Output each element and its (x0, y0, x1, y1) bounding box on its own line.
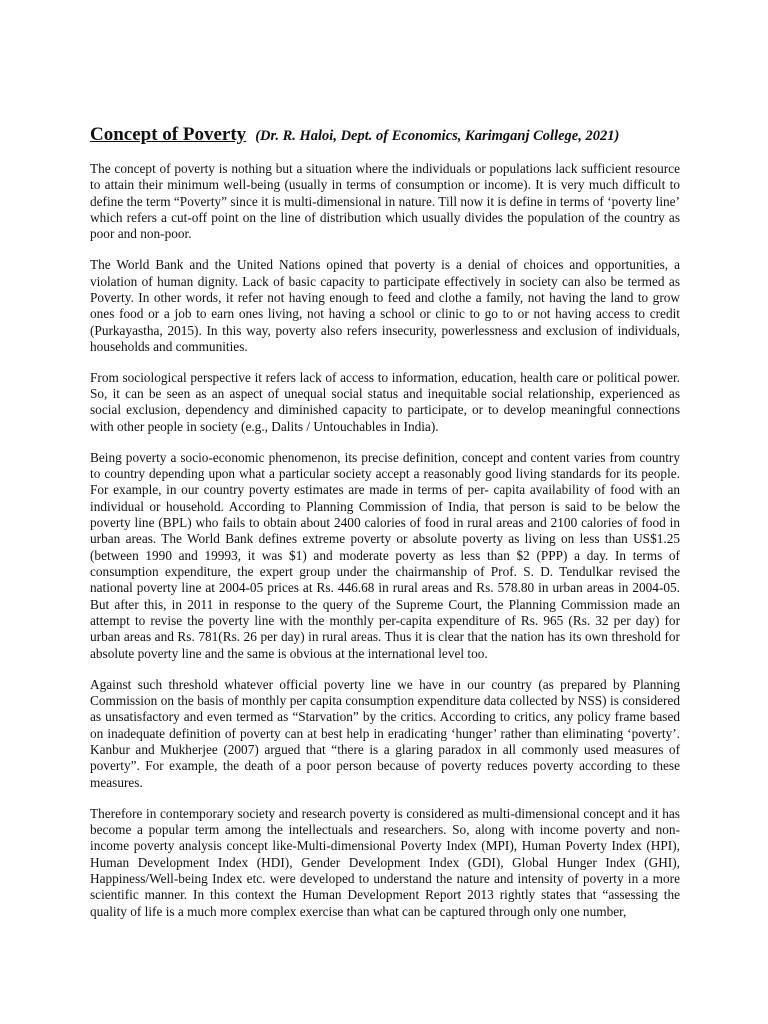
paragraph-5: Against such threshold whatever official poverty line we have in our country (as prepared by Planning Commission on the basis of monthly per capita consumption expenditure data collected by NSS) is considered as unsatisfactory and even termed as “Starvation” by the critics. According to critics, any policy frame based on inadequate definition of poverty can at best help in eradicating ‘hunger’ rather than eliminating ‘poverty’. Kanbur and Mukherjee (2007) argued that “there is a glaring paradox in all commonly used measures of poverty”. For example, the death of a poor person because of poverty reduces poverty according to these measures. (90, 676, 680, 790)
document-subtitle: (Dr. R. Haloi, Dept. of Economics, Karimganj College, 2021) (255, 128, 620, 144)
paragraph-4: Being poverty a socio-economic phenomenon, its precise definition, concept and content varies from country to country depending upon what a particular society accept a reasonably good living standards for its people. For example, in our country poverty estimates are made in terms of per- capita availability of food with an individual or household. According to Planning Commission of India, that person is said to be below the poverty line (BPL) who fails to obtain about 2400 calories of food in rural areas and 2100 calories of food in urban areas. The World Bank defines extreme poverty or absolute poverty as living on less than US$1.25 (between 1990 and 19993, it was $1) and moderate poverty as less than $2 (PPP) a day. In terms of consumption expenditure, the expert group under the chairmanship of Prof. S. D. Tendulkar revised the national poverty line at 2004-05 prices at Rs. 446.68 in rural areas and Rs. 578.80 in urban areas in 2004-05. But after this, in 2011 in response to the query of the Supreme Court, the Planning Commission made an attempt to revise the poverty line with the monthly per-capita expenditure of Rs. 965 (Rs. 32 per day) for urban areas and Rs. 781(Rs. 26 per day) in rural areas. Thus it is clear that the nation has its own threshold for absolute poverty line and the same is obvious at the international level too. (90, 449, 680, 661)
paragraph-3: From sociological perspective it refers lack of access to information, education, health care or political power. So, it can be seen as an aspect of unequal social status and inequitable social relationship, experienced as social exclusion, dependency and diminished capacity to participate, or to develop meaningful connections with other people in society (e.g., Dalits / Untouchables in India). (90, 369, 680, 434)
paragraph-2: The World Bank and the United Nations opined that poverty is a denial of choices and opportunities, a violation of human dignity. Lack of basic capacity to participate effectively in society can also be termed as Poverty. In other words, it refer not having enough to feed and clothe a family, not having the land to grow ones food or a job to earn ones living, not having a school or clinic to go to or not having access to credit (Purkayastha, 2015). In this way, poverty also refers insecurity, powerlessness and exclusion of individuals, households and communities. (90, 257, 680, 354)
heading (90, 120, 680, 151)
document-title: Concept of Poverty (90, 124, 247, 145)
paragraph-1: The concept of poverty is nothing but a situation where the individuals or populations lack sufficient resource to attain their minimum well-being (usually in terms of consumption or income). It is very much difficult to define the term “Poverty” since it is multi-dimensional in nature. Till now it is define in terms of ‘poverty line’ which refers a cut-off point on the line of distribution which usually divides the population of the country as poor and non-poor. (90, 161, 680, 242)
document-page (90, 120, 680, 934)
paragraph-6: Therefore in contemporary society and research poverty is considered as multi-dimensional concept and it has become a popular term among the intellectuals and researchers. So, along with income poverty and non-income poverty analysis concept like-Multi-dimensional Poverty Index (MPI), Human Poverty Index (HPI), Human Development Index (HDI), Gender Development Index (GDI), Global Hunger Index (GHI), Happiness/Well-being Index etc. were developed to understand the nature and intensity of poverty in a more scientific manner. In this context the Human Development Report 2013 rightly states that “assessing the quality of life is a much more complex exercise than what can be captured through only one number, (90, 805, 680, 919)
